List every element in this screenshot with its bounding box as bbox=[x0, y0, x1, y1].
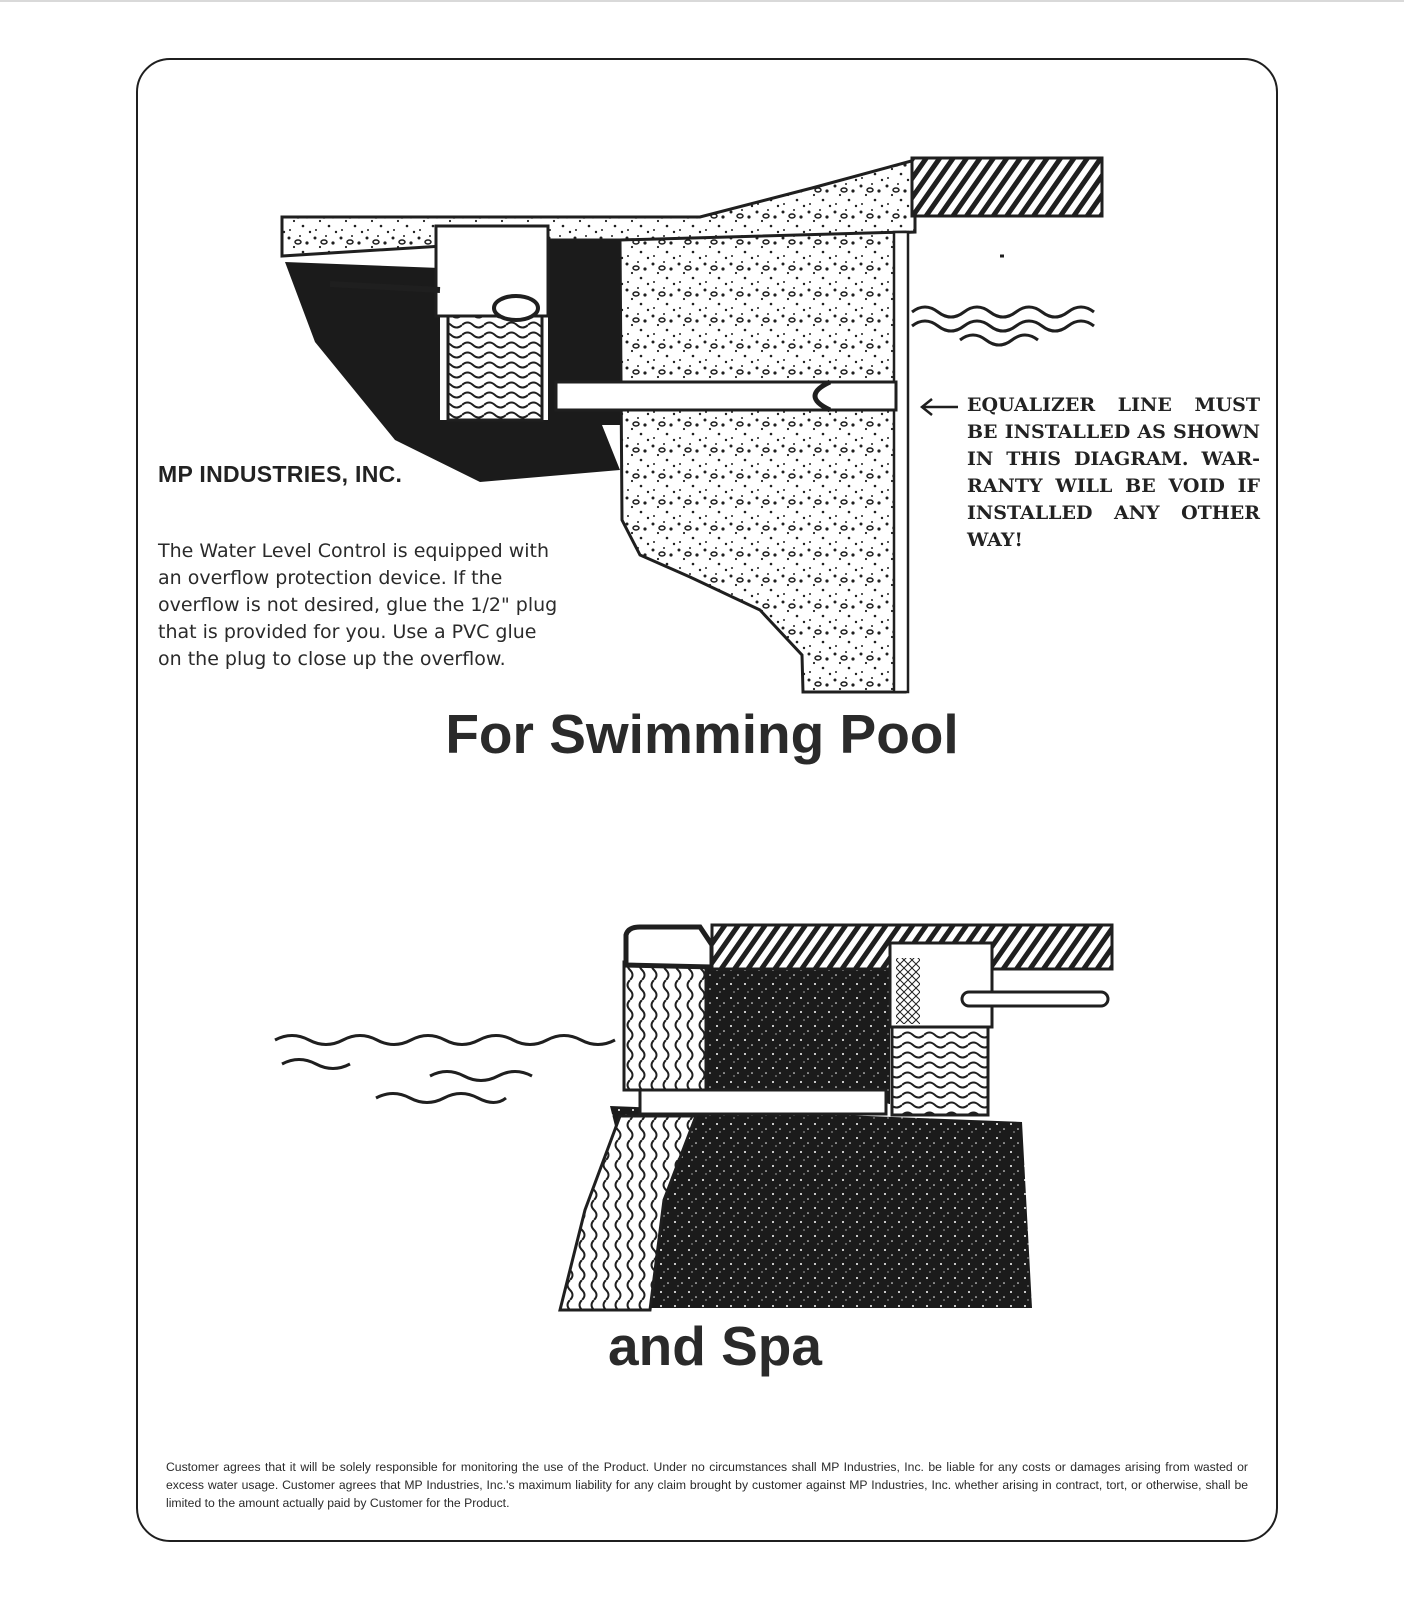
spa-earth-fill bbox=[700, 964, 890, 1104]
overflow-note: The Water Level Control is equipped with an overflow protection device. If the overflow is not desired, glue the 1/2" plug that is provided for you. Use a PVC glue on the plug to close up the overflow. bbox=[158, 540, 558, 670]
pool-control-base bbox=[448, 316, 542, 420]
spa-coping bbox=[626, 927, 712, 967]
spa-wall bbox=[624, 962, 706, 1090]
equalizer-warning: EQUALIZER LINE MUST BE INSTALLED AS SHOWN IN THIS DIAGRAM. WAR-RANTY WILL BE VOID IF INSTALLED ANY OTHER WAY! bbox=[967, 394, 1260, 551]
spa-control-mesh bbox=[896, 958, 920, 1024]
pool-coping bbox=[912, 158, 1102, 216]
pool-water-surface bbox=[912, 256, 1094, 345]
spa-water-surface bbox=[275, 1036, 615, 1103]
company-name: MP INDUSTRIES, INC. bbox=[158, 461, 403, 487]
spa-control-base bbox=[892, 1027, 988, 1115]
spa-fill-line bbox=[962, 992, 1108, 1006]
liability-disclaimer: Customer agrees that it will be solely responsible for monitoring the use of the Product. Under no circumstances shall MP Industries, Inc. be liable for any costs or damages arising from wasted or excess water usage. Customer agrees that MP Industries, Inc.'s maximum liability for any claim brought by customer against MP Industries, Inc. whether arising in contract, tort, or otherwise, shall be limited to the amount actually paid by Customer for the Product. bbox=[166, 1460, 1248, 1510]
pool-concrete-wall bbox=[620, 232, 905, 692]
pool-callout-arrow bbox=[922, 399, 958, 415]
spa-diagram bbox=[275, 925, 1112, 1310]
spa-equalizer-pipe bbox=[640, 1090, 886, 1114]
pool-heading: For Swimming Pool bbox=[445, 703, 959, 765]
pool-liner bbox=[894, 232, 908, 692]
pool-float bbox=[494, 296, 538, 320]
pool-equalizer-pipe bbox=[556, 382, 896, 410]
spa-heading: and Spa bbox=[608, 1315, 822, 1377]
